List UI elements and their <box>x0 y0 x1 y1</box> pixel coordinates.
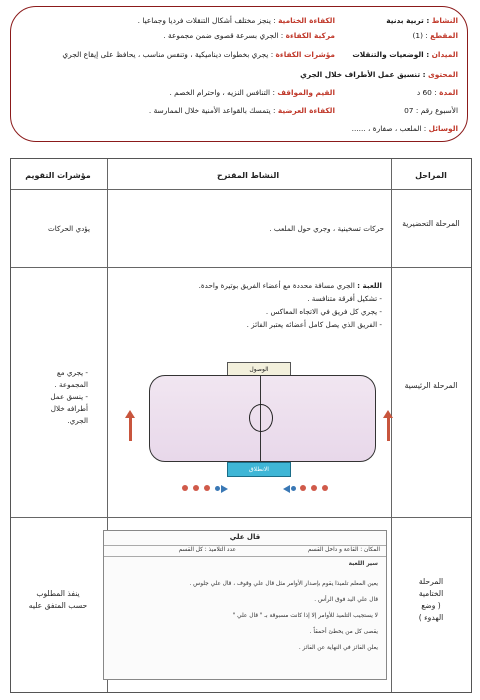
activity-label: النشاط <box>431 16 458 25</box>
final-competency-value: : ينجز مختلف أشكال التنقلات فرديا وجماعيا . <box>137 16 276 25</box>
segment-label: المقطع <box>430 31 458 40</box>
stage-preparatory: المرحلة التحضيرية <box>402 219 460 228</box>
card-line-5: يعلن الفائز في النهاية عن الفائز . <box>298 645 378 651</box>
stage-final-2: الختامية <box>418 589 444 598</box>
stage-final-1: المرحلة <box>418 577 444 586</box>
transversal-label: الكفاءة العرضية <box>277 106 335 115</box>
domain-label: الميدان <box>431 50 458 59</box>
competency-component-value: : الجري بسرعة قصوى ضمن مجموعة . <box>163 31 284 40</box>
main-indicator-3: - ينسق عمل <box>50 392 88 401</box>
card-line-4: يقصى كل من يخطئ أحمقاً . <box>309 629 378 635</box>
domain-field <box>352 50 458 60</box>
segment-field <box>412 31 458 41</box>
card-course-title: سير اللعبة <box>348 561 378 567</box>
arrival-box: الوصول <box>227 362 291 378</box>
header-activity: النشاط المقترح <box>216 171 280 180</box>
player-dot <box>311 485 317 491</box>
player-dot <box>300 485 306 491</box>
stage-main: المرحلة الرئيسية <box>404 381 458 390</box>
competency-indicators-label: مؤشرات الكفاءة <box>275 50 335 59</box>
start-box: الانطلاق <box>227 462 291 477</box>
running-field-diagram <box>149 375 376 462</box>
final-indicator-1: ينفذ المطلوب <box>36 589 80 598</box>
card-line-1: يعين المعلم تلميذا يقوم بإصدار الأوامر مثل قال علي وقوف ، قال علي جلوس . <box>189 581 378 587</box>
arrow-left-icon <box>283 485 290 493</box>
content-value: : تنسيق عمل الأطراف خلال الجري <box>300 70 426 79</box>
arrow-dot <box>291 486 296 491</box>
duration-value: : 60 د <box>416 88 437 97</box>
game-line-3: - يجري كل فريق في الاتجاه المعاكس . <box>265 307 382 316</box>
arrow-up-left-icon <box>125 410 135 418</box>
values-value: : التنافس النزيه ، واحترام الخصم . <box>169 88 275 97</box>
main-indicator-4: أطرافه خلال <box>50 404 88 413</box>
card-line-2: قال علي اليد فوق الرأس . <box>314 597 378 603</box>
row-divider <box>11 189 471 190</box>
main-indicator-1: - يجري مع <box>56 368 88 377</box>
player-dot <box>193 485 199 491</box>
row-divider <box>11 267 471 268</box>
calm-game-card <box>103 530 387 680</box>
player-dot <box>322 485 328 491</box>
game-line-2: - تشكيل أفرقة متنافسة . <box>307 294 382 303</box>
card-info-row <box>104 545 386 557</box>
values-label: القيم والمواقف <box>277 88 335 97</box>
week-label: الأسبوع رقم <box>420 106 458 115</box>
duration-field <box>417 88 458 98</box>
transversal-value: : يتمسك بالقواعد الأمنية خلال الممارسة . <box>148 106 276 115</box>
segment-value: : (1) <box>412 31 428 40</box>
prep-activity: حركات تسخينية ، وجري حول الملعب . <box>269 224 384 233</box>
means-field <box>352 124 458 134</box>
game-title: اللعبة : <box>357 281 382 290</box>
means-value: : الملعب ، صفارة ، ...... <box>351 124 427 133</box>
content-label: المحتوى <box>427 70 458 79</box>
arrow-dot <box>215 486 220 491</box>
competency-component-field <box>163 31 335 41</box>
main-indicator-2: المجموعة . <box>54 380 88 389</box>
player-dot <box>182 485 188 491</box>
duration-label: المدة <box>439 88 458 97</box>
header-stages: المراحل <box>415 171 447 180</box>
activity-value: : تربية بدنية <box>386 16 430 25</box>
card-line-3: لا يستجيب التلميذ للأوامر إلا إذا كانت مسبوقة بـ " قال علي " <box>232 613 378 619</box>
card-means: عدد التلاميذ : كل القسم <box>178 547 236 553</box>
arrow-up-right-icon <box>383 410 393 418</box>
domain-value: : الوضعيات والتنقلات <box>352 50 430 59</box>
competency-component-label: مركبة الكفاءة <box>285 31 335 40</box>
week-value: : 07 <box>404 106 419 115</box>
game-line-1-text: الجري مسافة محددة مع أعضاء الفريق بوتيرة واحدة. <box>198 281 355 290</box>
card-field: المكان : القاعة و داخل القسم <box>307 547 380 553</box>
header-indicators: مؤشرات التقويم <box>25 171 91 180</box>
final-indicator-2: حسب المتفق عليه <box>28 601 88 610</box>
main-indicator-5: الجري. <box>67 416 88 425</box>
means-label: الوسائل <box>428 124 458 133</box>
stage-final-4: الهدوء ) <box>418 613 444 622</box>
row-divider <box>11 517 471 518</box>
prep-indicator: يؤدي الحركات <box>48 224 90 233</box>
player-dot <box>204 485 210 491</box>
stage-final-3: ( وضع <box>421 601 441 610</box>
arrow-right-icon <box>221 485 228 493</box>
arrow-stem-right <box>387 417 390 441</box>
transversal-field <box>149 106 335 116</box>
values-field <box>169 88 335 98</box>
final-competency-field <box>138 16 335 26</box>
center-circle <box>249 404 273 432</box>
game-line-1 <box>199 280 382 292</box>
final-competency-label: الكفاءة الختامية <box>278 16 335 25</box>
card-title: قال علي <box>104 533 386 546</box>
content-field <box>300 70 458 80</box>
arrow-stem-left <box>129 417 132 441</box>
activity-field <box>386 16 458 26</box>
competency-indicators-value: : يجري بخطوات ديناميكية ، وتنفس مناسب ، يحافظ على إيقاع الجري <box>62 50 274 59</box>
competency-indicators-field <box>62 50 335 60</box>
week-field <box>404 106 458 116</box>
game-line-4: - الفريق الذي يصل كامل أعضائه يعتبر الفائز . <box>246 320 382 329</box>
